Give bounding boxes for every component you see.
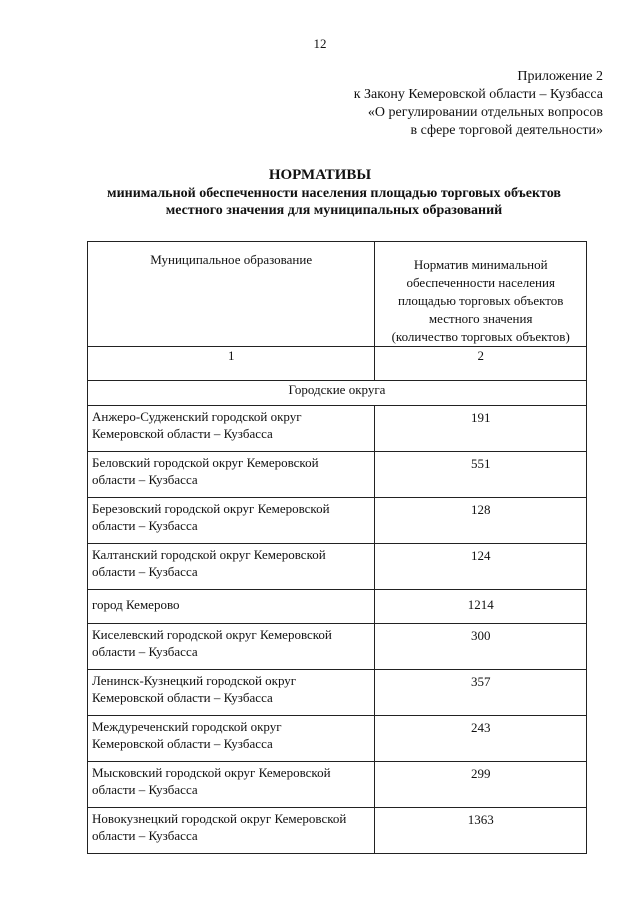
table-row xyxy=(88,670,587,716)
municipality-name xyxy=(88,808,375,854)
name-line: Калтанский городской округ Кемеровской xyxy=(92,547,326,562)
name-line: Кемеровской области – Кузбасса xyxy=(92,690,273,705)
table-row xyxy=(88,808,587,854)
appendix-line: Приложение 2 xyxy=(517,69,603,84)
table-row xyxy=(88,624,587,670)
header-norm-line: площадью торговых объектов xyxy=(397,293,564,308)
norm-value: 1363 xyxy=(375,808,587,854)
norm-value: 1214 xyxy=(375,590,587,624)
municipality-name xyxy=(88,670,375,716)
header-norm-line: местного значения xyxy=(428,311,533,326)
page-number: 12 xyxy=(313,36,327,51)
norm-value: 124 xyxy=(375,544,587,590)
table-row xyxy=(88,452,587,498)
norm-value: 357 xyxy=(375,670,587,716)
name-line: области – Кузбасса xyxy=(92,828,198,843)
table-row xyxy=(88,762,587,808)
name-line: Беловский городской округ Кемеровской xyxy=(92,455,319,470)
column-number: 2 xyxy=(375,347,587,381)
section-row xyxy=(88,381,587,406)
name-line: области – Кузбасса xyxy=(92,782,198,797)
municipality-name xyxy=(88,498,375,544)
name-line: Ленинск-Кузнецкий городской округ xyxy=(92,673,297,688)
name-line: город Кемерово xyxy=(92,597,180,612)
norms-table xyxy=(87,241,587,854)
document-subtitle: минимальной обеспеченности населения площадью торговых объектов xyxy=(107,186,561,201)
table-row xyxy=(88,590,587,624)
name-line: Кемеровской области – Кузбасса xyxy=(92,426,273,441)
appendix-line: «О регулировании отдельных вопросов xyxy=(367,105,603,120)
appendix-block xyxy=(354,68,603,140)
table-header-row xyxy=(88,242,587,347)
table-row xyxy=(88,498,587,544)
name-line: области – Кузбасса xyxy=(92,472,198,487)
name-line: области – Кузбасса xyxy=(92,564,198,579)
column-number-row xyxy=(88,347,587,381)
document-subtitle: местного значения для муниципальных образований xyxy=(165,203,503,218)
document-heading xyxy=(0,166,640,219)
header-norm-line: (количество торговых объектов) xyxy=(391,329,570,344)
norm-value: 128 xyxy=(375,498,587,544)
name-line: Анжеро-Судженский городской округ xyxy=(92,409,302,424)
municipality-name xyxy=(88,544,375,590)
norm-value: 300 xyxy=(375,624,587,670)
header-norm xyxy=(375,242,587,347)
municipality-name xyxy=(88,624,375,670)
norm-value: 551 xyxy=(375,452,587,498)
municipality-name xyxy=(88,762,375,808)
document-title: НОРМАТИВЫ xyxy=(268,167,372,183)
norm-value: 243 xyxy=(375,716,587,762)
section-title: Городские округа xyxy=(88,381,587,406)
name-line: Новокузнецкий городской округ Кемеровской xyxy=(92,811,347,826)
header-municipality: Муниципальное образование xyxy=(88,242,375,347)
name-line: Киселевский городской округ Кемеровской xyxy=(92,627,332,642)
norm-value: 191 xyxy=(375,406,587,452)
name-line: Мысковский городской округ Кемеровской xyxy=(92,765,331,780)
table-row xyxy=(88,544,587,590)
name-line: Березовский городской округ Кемеровской xyxy=(92,501,330,516)
header-norm-line: обеспеченности населения xyxy=(406,275,555,290)
appendix-line: в сфере торговой деятельности» xyxy=(410,123,603,138)
norm-value: 299 xyxy=(375,762,587,808)
municipality-name xyxy=(88,716,375,762)
municipality-name xyxy=(88,406,375,452)
name-line: Междуреченский городской округ xyxy=(92,719,282,734)
municipality-name xyxy=(88,452,375,498)
table-row xyxy=(88,716,587,762)
name-line: Кемеровской области – Кузбасса xyxy=(92,736,273,751)
table-row xyxy=(88,406,587,452)
name-line: области – Кузбасса xyxy=(92,518,198,533)
column-number: 1 xyxy=(88,347,375,381)
name-line: области – Кузбасса xyxy=(92,644,198,659)
appendix-line: к Закону Кемеровской области – Кузбасса xyxy=(353,87,603,102)
header-norm-line: Норматив минимальной xyxy=(413,257,548,272)
municipality-name xyxy=(88,590,375,624)
